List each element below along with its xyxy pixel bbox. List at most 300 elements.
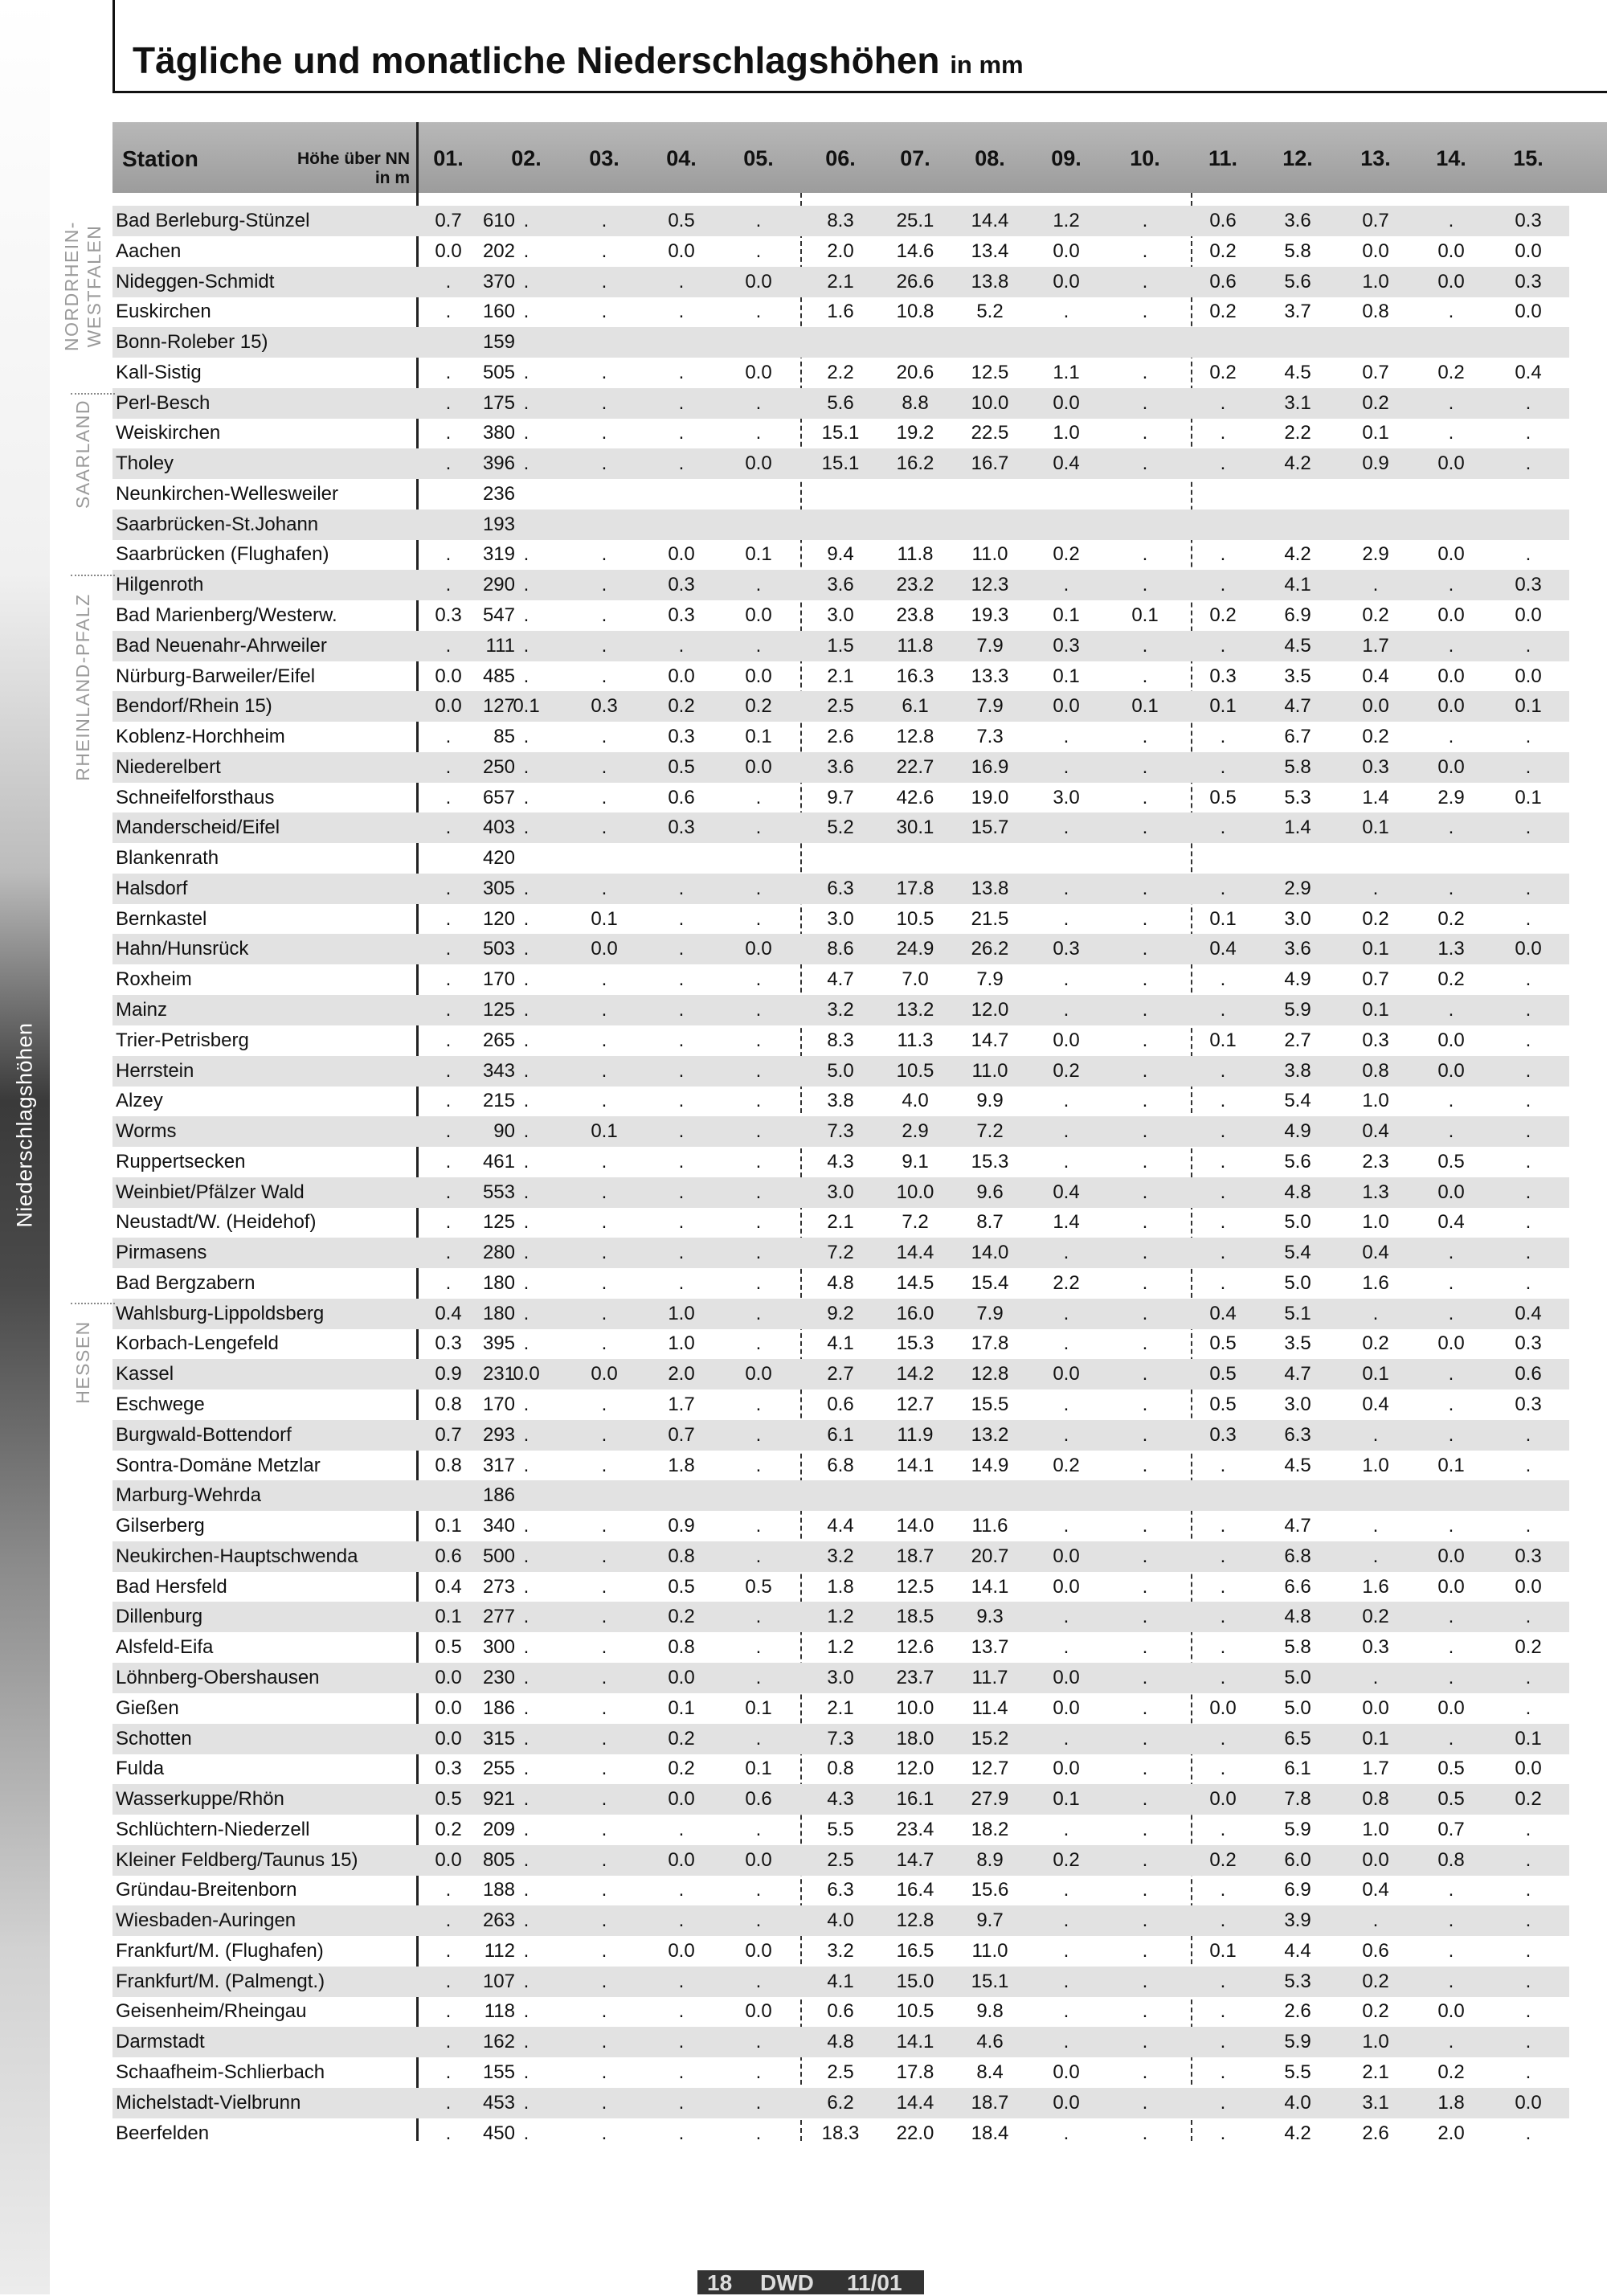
precip-value: . (1142, 877, 1148, 899)
precip-value: 0.1 (668, 1696, 695, 1719)
precip-value: 6.3 (827, 877, 854, 899)
precip-value: . (445, 1909, 452, 1932)
precip-value: . (755, 1029, 762, 1051)
precip-value: 0.2 (1209, 239, 1237, 262)
station-name: Wasserkuppe/Rhön (116, 1788, 284, 1811)
precip-value: 0.1 (1209, 907, 1237, 930)
precip-value: 2.0 (827, 239, 854, 262)
station-height: 175 (482, 391, 515, 414)
precip-value: . (1448, 1302, 1454, 1324)
station-height: 657 (482, 786, 515, 808)
precip-value: . (1448, 634, 1454, 657)
station-name: Aachen (116, 239, 182, 262)
precip-value: . (1448, 1090, 1454, 1112)
precip-value: . (1525, 1848, 1531, 1871)
precip-value: . (755, 1727, 762, 1750)
station-name: Weinbiet/Pfälzer Wald (116, 1181, 305, 1203)
station-name: Ruppertsecken (116, 1150, 246, 1173)
precip-value: . (755, 1302, 762, 1324)
precip-value: . (755, 1454, 762, 1476)
table-row (112, 2088, 1569, 2118)
precip-value: . (1525, 391, 1531, 414)
station-height: 300 (482, 1636, 515, 1659)
precip-value: . (1372, 1666, 1379, 1688)
precip-value: 0.0 (1053, 239, 1080, 262)
page-footer (697, 2270, 924, 2294)
precip-value: 0.0 (1515, 665, 1542, 687)
precip-value: 0.3 (1209, 665, 1237, 687)
precip-value: 9.7 (976, 1909, 1004, 1932)
precip-value: 7.9 (976, 968, 1004, 991)
precip-value: . (1525, 1211, 1531, 1234)
precip-value: . (1220, 2122, 1226, 2144)
precip-value: 0.7 (1437, 1818, 1465, 1840)
precip-value: 7.8 (1284, 1788, 1311, 1811)
precip-value: . (601, 1970, 607, 1992)
precip-value: 0.0 (1053, 391, 1080, 414)
precip-value: . (678, 1909, 685, 1932)
precip-value: 20.7 (971, 1545, 1009, 1567)
precip-value: 23.2 (896, 574, 934, 596)
precip-value: 0.3 (1053, 938, 1080, 960)
precip-value: 12.7 (896, 1394, 934, 1416)
station-name: Michelstadt-Vielbrunn (116, 2091, 301, 2114)
precip-value: . (601, 1575, 607, 1598)
precip-value: 0.0 (435, 1666, 462, 1688)
precip-value: . (445, 938, 452, 960)
precip-value: 0.0 (668, 239, 695, 262)
precip-value: 0.0 (1437, 1059, 1465, 1082)
precip-value: . (1063, 2122, 1069, 2144)
precip-value: . (1063, 877, 1069, 899)
precip-value: 42.6 (896, 786, 934, 808)
precip-value: . (678, 1181, 685, 1203)
station-height: 85 (493, 726, 515, 748)
station-name: Dillenburg (116, 1606, 203, 1628)
table-row (112, 1420, 1569, 1451)
station-name: Neukirchen-Hauptschwenda (116, 1545, 358, 1567)
precip-value: . (601, 1879, 607, 1901)
precip-value: 0.0 (1053, 1666, 1080, 1688)
precip-value: . (523, 1575, 530, 1598)
precip-value: . (1142, 816, 1148, 839)
precip-value: . (1525, 816, 1531, 839)
station-name: Neunkirchen-Wellesweiler (116, 482, 338, 505)
footer-issue: 11/01 (847, 2270, 902, 2295)
precip-value: 0.0 (668, 1848, 695, 1871)
header-day: 02. (511, 146, 542, 170)
precip-value: . (1525, 1029, 1531, 1051)
precip-value: 0.6 (1362, 1939, 1389, 1962)
precip-value: 4.8 (1284, 1606, 1311, 1628)
precip-value: . (1525, 1059, 1531, 1082)
precip-value: 14.5 (896, 1271, 934, 1294)
precip-value: . (523, 755, 530, 778)
precip-value: . (1220, 1727, 1226, 1750)
precip-value: 4.7 (1284, 695, 1311, 718)
precip-value: 30.1 (896, 816, 934, 839)
precip-value: . (755, 1636, 762, 1659)
precip-value: 4.5 (1284, 1454, 1311, 1476)
table-row (112, 1086, 1569, 1116)
precip-value: 0.0 (1053, 2061, 1080, 2083)
precip-value: 5.4 (1284, 1090, 1311, 1112)
precip-value: 12.7 (971, 1758, 1009, 1780)
station-height: 170 (482, 968, 515, 991)
precip-value: . (1448, 301, 1454, 323)
table-row (112, 297, 1569, 327)
precip-value: . (601, 2061, 607, 2083)
precip-value: 11.4 (971, 1696, 1008, 1719)
precip-value: 11.6 (971, 1515, 1008, 1537)
precip-value: . (1448, 1120, 1454, 1143)
table-row (112, 691, 1569, 722)
station-name: Gießen (116, 1696, 179, 1719)
precip-value: . (601, 422, 607, 444)
precip-value: . (1372, 1515, 1379, 1537)
precip-value: 0.0 (1209, 1788, 1237, 1811)
precip-value: . (1142, 1302, 1148, 1324)
precip-value: . (1525, 1970, 1531, 1992)
precip-value: . (1525, 2000, 1531, 2023)
precip-value: 11.0 (971, 543, 1008, 566)
precip-value: . (523, 604, 530, 626)
precip-value: 0.0 (435, 1727, 462, 1750)
precip-value: 0.2 (1209, 361, 1237, 383)
precip-value: 8.7 (976, 1211, 1004, 1234)
precip-value: 9.4 (827, 543, 854, 566)
precip-value: 0.1 (1515, 786, 1542, 808)
precip-value: 2.6 (1362, 2122, 1389, 2144)
precip-value: . (523, 391, 530, 414)
table-row (112, 1116, 1569, 1147)
state-divider (71, 575, 115, 576)
table-row (112, 722, 1569, 752)
station-height: 453 (482, 2091, 515, 2114)
precip-value: 0.2 (1209, 1848, 1237, 1871)
precip-value: . (1142, 1271, 1148, 1294)
precip-value: 7.2 (827, 1242, 854, 1264)
precip-value: 2.7 (827, 1363, 854, 1385)
title-frame-left (112, 0, 115, 93)
precip-value: . (601, 999, 607, 1021)
precip-value: 0.3 (1515, 1545, 1542, 1567)
precip-value: 0.0 (668, 1939, 695, 1962)
precip-value: 0.0 (1362, 1696, 1389, 1719)
precip-value: . (755, 210, 762, 231)
title-text: Tägliche und monatliche Niederschlagshöhen (133, 39, 940, 81)
station-name: Schneifelforsthaus (116, 786, 275, 808)
precip-value: . (755, 1818, 762, 1840)
precip-value: 0.4 (1362, 1879, 1389, 1901)
table-row (112, 358, 1569, 388)
precip-value: . (1142, 1515, 1148, 1537)
station-name: Schlüchtern-Niederzell (116, 1818, 310, 1840)
precip-value: . (1142, 1970, 1148, 1992)
precip-value: . (601, 1848, 607, 1871)
precip-value: . (1220, 422, 1226, 444)
station-height: 461 (482, 1150, 515, 1173)
precip-value: . (1142, 938, 1148, 960)
precip-value: 0.5 (1209, 1394, 1237, 1416)
precip-value: 18.4 (971, 2122, 1009, 2144)
table-row (112, 752, 1569, 783)
station-height: 159 (482, 331, 515, 354)
precip-value: . (445, 301, 452, 323)
precip-value: . (445, 1970, 452, 1992)
table-row (112, 1815, 1569, 1845)
precip-value: . (523, 2000, 530, 2023)
precip-value: . (755, 1181, 762, 1203)
precip-value: 5.8 (1284, 1636, 1311, 1659)
precip-value: 0.6 (668, 786, 695, 808)
precip-value: 10.5 (896, 2000, 934, 2023)
precip-value: . (1220, 1150, 1226, 1173)
header-day: 14. (1436, 146, 1466, 170)
precip-value: . (678, 452, 685, 475)
precip-value: 0.0 (435, 665, 462, 687)
precip-value: 19.2 (896, 422, 934, 444)
precip-value: 7.9 (976, 1302, 1004, 1324)
precip-value: 11.8 (897, 543, 934, 566)
precip-value: 5.0 (1284, 1271, 1311, 1294)
precip-value: . (1220, 574, 1226, 596)
table-row (112, 1663, 1569, 1693)
precip-value: . (1063, 2031, 1069, 2053)
precip-value: 7.2 (976, 1120, 1004, 1143)
station-height: 162 (482, 2031, 515, 2053)
precip-value: . (523, 1879, 530, 1901)
station-name: Schaafheim-Schlierbach (116, 2061, 325, 2083)
precip-value: 3.0 (1284, 1394, 1311, 1416)
precip-value: 10.0 (896, 1181, 934, 1203)
precip-value: 0.0 (513, 1363, 540, 1385)
station-height: 230 (482, 1666, 515, 1688)
station-name: Eschwege (116, 1394, 205, 1416)
precip-value: 0.0 (1437, 604, 1465, 626)
precip-value: 0.1 (745, 1758, 772, 1780)
precip-value: . (1063, 1332, 1069, 1355)
precip-value: . (1220, 543, 1226, 566)
precip-value: 23.4 (896, 1818, 934, 1840)
header-day: 01. (433, 146, 464, 170)
precip-value: . (523, 2091, 530, 2114)
table-row (112, 1936, 1569, 1967)
precip-value: 6.7 (1284, 726, 1311, 748)
precip-value: 13.2 (896, 999, 934, 1021)
precip-value: 6.3 (1284, 1423, 1311, 1446)
precip-value: 0.0 (745, 604, 772, 626)
precip-value: . (755, 1394, 762, 1416)
station-height: 255 (482, 1758, 515, 1780)
precip-value: 0.0 (1515, 604, 1542, 626)
precip-value: 0.0 (745, 755, 772, 778)
precip-value: . (1220, 1454, 1226, 1476)
precip-value: . (1448, 1606, 1454, 1628)
station-height: 317 (482, 1454, 515, 1476)
precip-value: 15.1 (821, 452, 860, 475)
table-row (112, 874, 1569, 904)
precip-value: 11.0 (971, 1939, 1008, 1962)
precip-value: 0.0 (1437, 1029, 1465, 1051)
precip-value: . (678, 634, 685, 657)
precip-value: . (1220, 1515, 1226, 1537)
precip-value: . (1142, 1939, 1148, 1962)
precip-value: . (755, 1150, 762, 1173)
header-station: Station (122, 146, 198, 171)
station-height: 315 (482, 1727, 515, 1750)
precip-value: . (1448, 574, 1454, 596)
table-row (112, 1724, 1569, 1754)
precip-value: 1.0 (1362, 1454, 1389, 1476)
precip-value: 0.3 (1515, 210, 1542, 231)
precip-value: . (678, 1150, 685, 1173)
precip-value: . (1142, 1575, 1148, 1598)
precip-value: . (678, 1271, 685, 1294)
precip-value: . (523, 1758, 530, 1780)
precip-value: 13.4 (971, 239, 1009, 262)
precip-value: . (1220, 1758, 1226, 1780)
precip-value: 19.0 (971, 786, 1009, 808)
station-height: 610 (482, 210, 515, 231)
precip-value: 9.2 (827, 1302, 854, 1324)
precip-value: 0.3 (435, 604, 462, 626)
precip-value: 5.5 (1284, 2061, 1311, 2083)
precip-value: . (523, 968, 530, 991)
precip-value: 15.7 (971, 816, 1009, 839)
table-row (112, 388, 1569, 419)
precip-value: 0.2 (1362, 391, 1389, 414)
station-height: 120 (482, 907, 515, 930)
precip-value: 0.5 (668, 1575, 695, 1598)
station-name: Alsfeld-Eifa (116, 1636, 214, 1659)
precip-value: 0.6 (827, 1394, 854, 1416)
precip-value: 15.2 (971, 1727, 1009, 1750)
precip-value: . (601, 1271, 607, 1294)
station-height: 263 (482, 1909, 515, 1932)
precip-value: 1.2 (1053, 210, 1080, 231)
precip-value: . (1142, 2031, 1148, 2053)
station-name: Weiskirchen (116, 422, 221, 444)
station-height: 160 (482, 301, 515, 323)
precip-value: . (1220, 2091, 1226, 2114)
station-height: 395 (482, 1332, 515, 1355)
precip-value: . (1448, 816, 1454, 839)
precip-value: . (1448, 210, 1454, 231)
precip-value: 18.3 (821, 2122, 860, 2144)
precip-value: . (1220, 452, 1226, 475)
station-height: 921 (482, 1788, 515, 1811)
precip-value: . (1142, 1848, 1148, 1871)
precip-value: . (1525, 2061, 1531, 2083)
precip-value: 6.8 (827, 1454, 854, 1476)
precip-value: 8.6 (827, 938, 854, 960)
station-name: Bad Bergzabern (116, 1271, 256, 1294)
precip-value: . (1220, 1909, 1226, 1932)
precip-value: 2.9 (1284, 877, 1311, 899)
precip-value: 13.8 (971, 270, 1009, 293)
precip-value: . (601, 270, 607, 293)
precip-value: . (1142, 1606, 1148, 1628)
precip-value: . (755, 391, 762, 414)
station-name: Schotten (116, 1727, 192, 1750)
precip-value: . (1063, 1242, 1069, 1264)
precip-value: . (601, 786, 607, 808)
precip-value: 14.1 (896, 1454, 934, 1476)
precip-value: 4.4 (1284, 1939, 1311, 1962)
precip-value: . (523, 1332, 530, 1355)
station-name: Hahn/Hunsrück (116, 938, 249, 960)
precip-value: 16.7 (971, 452, 1009, 475)
precip-value: . (601, 361, 607, 383)
precip-value: 0.0 (745, 361, 772, 383)
precip-value: 1.4 (1362, 786, 1389, 808)
precip-value: 13.7 (971, 1636, 1009, 1659)
state-label-nrw-line2: WESTFALEN (84, 224, 104, 348)
precip-value: 8.8 (902, 391, 929, 414)
precip-value: . (1142, 1059, 1148, 1082)
precip-value: 4.7 (1284, 1363, 1311, 1385)
precip-value: 1.3 (1362, 1181, 1389, 1203)
precip-value: 0.0 (1053, 1029, 1080, 1051)
precip-value: 0.3 (668, 574, 695, 596)
station-name: Bernkastel (116, 907, 207, 930)
precip-value: 5.1 (1284, 1302, 1311, 1324)
precip-value: 2.6 (1284, 2000, 1311, 2023)
precip-value: 4.9 (1284, 1120, 1311, 1143)
precip-value: 16.4 (896, 1879, 934, 1901)
precip-value: . (445, 907, 452, 930)
precip-value: . (1220, 999, 1226, 1021)
precip-value: . (445, 1181, 452, 1203)
precip-value: . (1525, 1150, 1531, 1173)
precip-value: 11.8 (897, 634, 934, 657)
table-row (112, 267, 1569, 297)
precip-value: . (523, 1454, 530, 1476)
precip-value: . (755, 422, 762, 444)
station-name: Korbach-Lengefeld (116, 1332, 279, 1355)
precip-value: . (601, 574, 607, 596)
precip-value: . (523, 543, 530, 566)
precip-value: . (1142, 2061, 1148, 2083)
precip-value: . (523, 422, 530, 444)
precip-value: 0.2 (1515, 1788, 1542, 1811)
precip-value: . (1142, 1909, 1148, 1932)
table-row (112, 600, 1569, 631)
precip-value: 0.6 (435, 1545, 462, 1567)
table-row (112, 1238, 1569, 1268)
sidebar (0, 0, 50, 2294)
precip-value: 0.7 (435, 1423, 462, 1446)
precip-value: 3.0 (827, 1181, 854, 1203)
precip-value: 2.2 (1053, 1271, 1080, 1294)
precip-value: 5.2 (827, 816, 854, 839)
precip-value: . (523, 210, 530, 231)
precip-value: . (523, 1211, 530, 1234)
precip-value: . (1448, 1970, 1454, 1992)
precip-value: . (1525, 543, 1531, 566)
precip-value: . (523, 1515, 530, 1537)
station-height: 553 (482, 1181, 515, 1203)
station-name: Koblenz-Horchheim (116, 726, 285, 748)
precip-value: 6.8 (1284, 1545, 1311, 1567)
precip-value: . (445, 999, 452, 1021)
state-label-nrw (60, 221, 105, 351)
precip-value: . (1063, 1090, 1069, 1112)
precip-value: 0.2 (668, 1758, 695, 1780)
precip-value: 0.8 (435, 1454, 462, 1476)
precip-value: 15.3 (971, 1150, 1009, 1173)
